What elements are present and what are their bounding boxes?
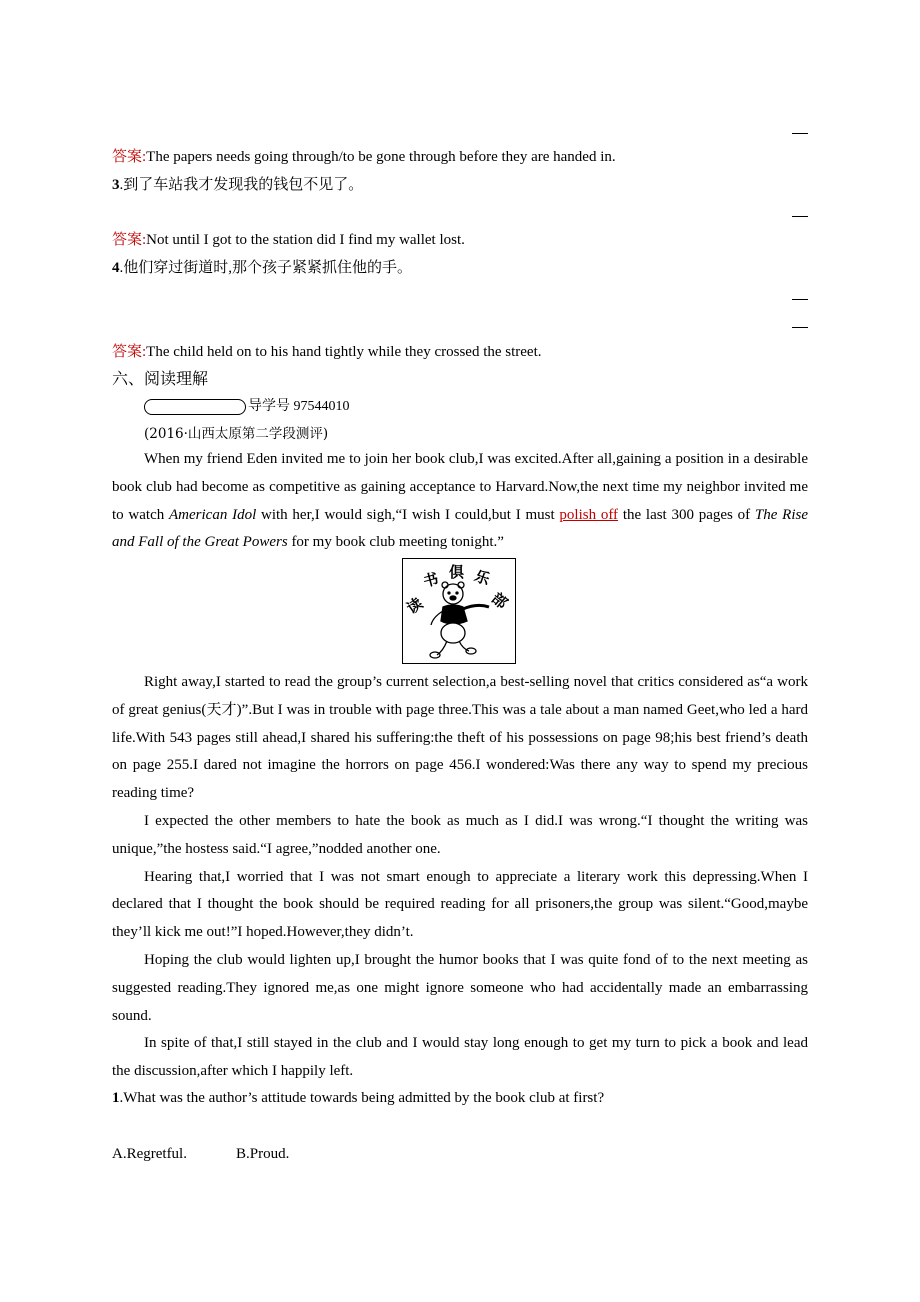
highlighted-phrase: polish off: [559, 506, 619, 523]
option-b[interactable]: B.Proud.: [236, 1146, 290, 1162]
option-a[interactable]: A.Regretful.: [112, 1146, 187, 1162]
book-title: The Rise and Fall of the Great Powers: [112, 506, 808, 551]
svg-text:部: 部: [487, 589, 512, 613]
answer-label: 答案:: [112, 149, 147, 165]
question-1: [112, 1090, 604, 1107]
tv-show-title: American Idol: [169, 506, 257, 523]
item-number: 3: [112, 177, 120, 193]
passage-text: with her,I would sigh,“I wish I could,but I must: [256, 506, 560, 523]
answer-line: [792, 327, 808, 328]
passage-text: the last 300 pages of: [618, 506, 755, 523]
item-prompt: .到了车站我才发现我的钱包不见了。: [119, 177, 364, 193]
passage-paragraph-4: Hearing that,I worried that I was not smart enough to appreciate a literary work this depressing.When I declared that I thought the book should be required reading for all prisoners,the group was silent.“Good,maybe they’ll kick me out!”I hoped.However,they didn’t.: [112, 868, 808, 941]
guide-label: 导学号 97544010: [248, 399, 350, 414]
pooh-bear-drawing: [403, 559, 515, 663]
item-prompt: .他们穿过街道时,那个孩子紧紧抓住他的手。: [119, 260, 413, 276]
question-number: 1: [112, 1090, 120, 1106]
passage-paragraph-3: I expected the other members to hate the book as much as I did.I was wrong.“I thought the writing was unique,”the hostess said.“I agree,”nodded another one.: [112, 812, 808, 857]
passage-text: When my friend Eden invited me to join her book club,I was excited.After all,gaining a position in a desirable book club had become as competitive as gaining acceptance to Harvard.Now,the next time my neighbor invited me to watch: [112, 451, 808, 523]
answer-line: [792, 133, 808, 134]
svg-text:读: 读: [403, 594, 427, 618]
svg-text:书: 书: [421, 569, 441, 591]
guide-pill-box: [144, 399, 246, 415]
item-number: 4: [112, 260, 120, 276]
svg-text:乐: 乐: [472, 566, 493, 589]
answer-line: [792, 216, 808, 217]
passage-paragraph-5: Hoping the club would lighten up,I brought the humor books that I was quite fond of to the next meeting as suggested reading.They ignored me,as one might ignore someone who had accidentally made an embarrassing sound.: [112, 951, 808, 1024]
passage-paragraph-6: In spite of that,I still stayed in the club and I would stay long enough to get my turn to pick a book and lead the discussion,after which I happily left.: [112, 1035, 808, 1080]
book-club-illustration: [402, 558, 516, 664]
question-3: [112, 173, 363, 194]
passage-paragraph-1: [112, 446, 808, 557]
question-text: .What was the author’s attitude towards being admitted by the book club at first?: [119, 1090, 605, 1106]
passage-paragraphs: [112, 669, 808, 1086]
passage-paragraph-2: Right away,I started to read the group’s current selection,a best-selling novel that critics considered as“a work of great genius(天才)”.But I was in trouble with page three.This was a tale about a man named Geet,who led a hard life.With 543 pages still ahead,I shared his suffering:the theft of his possessions on page 98;his best friend’s death on page 255.I dared not imagine the horrors on page 456.I wondered:Was there any way to spend my precious reading time?: [112, 674, 808, 802]
answer-line: [792, 299, 808, 300]
answer-3: [112, 228, 465, 249]
answer-label: 答案:: [112, 232, 147, 248]
source-note: (2016·山西太原第二学段测评): [144, 426, 329, 442]
section-title: 六、阅读理解: [112, 369, 209, 388]
svg-text:俱: 俱: [449, 563, 465, 581]
passage-text: for my book club meeting tonight.”: [287, 534, 504, 551]
answer-4: [112, 340, 542, 361]
answer-label: 答案:: [112, 344, 147, 360]
question-4: [112, 256, 412, 277]
answer-2: [112, 145, 616, 166]
answer-text: Not until I got to the station did I find my wallet lost.: [146, 232, 465, 248]
guide-row: [144, 395, 350, 415]
answer-text: The child held on to his hand tightly while they crossed the street.: [146, 344, 542, 360]
answer-text: The papers needs going through/to be gone through before they are handed in.: [146, 149, 616, 165]
